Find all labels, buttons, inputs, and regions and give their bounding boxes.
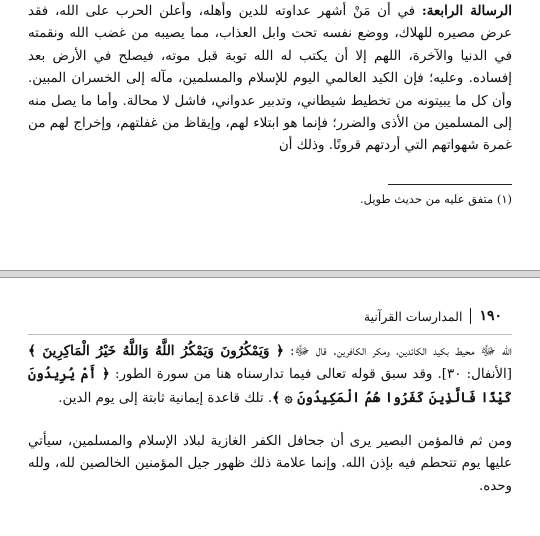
paragraph-lead: الرسالة الرابعة: [421, 3, 512, 19]
paragraph-text: في أن مَنْ أشهر عداوته للدين وأهله، وأعلن الحرب على الله، فقد عرض مصيره للهلاك، ووضع نفسه تحت وابل العذاب، مما يصيبه من غضب الله ونقمته في الدنيا والآخرة، اللهم إلا أن يكتب له الله توبة قبل موته، فيصلح في الأرض بعد إفساده. وعليه؛ فإن الكيد العالمي اليوم للإسلام والمسلمين، مآله إلى الخسران المبين. وأن كل ما يبيتونه من تخطيط شيطاني، وتدبير عدواني، فاشل لا محالة. وأما ما يصل منه إلى المسلمين من الأذى والضرر؛ فإنما هو ابتلاء لهم، وإيقاظ من غفلتهم، وإخراج لهم من غمرة شهواتهم التي أردتهم قرونًا. وذلك أن [28, 4, 512, 154]
body-paragraph-2: ومن ثم فالمؤمن البصير يرى أن جحافل الكفر الغازية لبلاد الإسلام والمسلمين، سيأتي عليها يوم تتحطم فيه بإذن الله. وإنما علامة ذلك ظهور جيل المؤمنين الخالصين لله، ولله وحده. [28, 434, 512, 494]
running-title: المدارسات القرآنية [363, 308, 463, 324]
footnote-rule [388, 184, 512, 185]
quran-quote: ﴿ أَمْ يُرِيدُونَ كَيْدًا فَالَّذِينَ كَفَرُوا هُمُ الْمَكِيدُونَ ۞ ﴾ [28, 366, 512, 406]
text-segment: [الأنفال: ٣٠]. وقد سبق قوله تعالى فيما تدارسناه هنا من سورة الطور: [109, 367, 512, 383]
body-paragraph [28, 0, 512, 158]
page-header [364, 308, 502, 324]
text-segment: الله ﷻ محيط بكيد الكائدين، ومكر الكافرين. قال ﷻ: [283, 344, 512, 359]
page-number: ١٩٠ [479, 308, 502, 324]
quran-quote: ﴿ وَيَمْكُرُونَ وَيَمْكُرُ اللَّهُ وَاللَّهُ خَيْرُ الْمَاكِرِينَ ﴾ [28, 343, 284, 359]
footnote: (١) متفق عليه من حديث طويل. [359, 192, 512, 206]
text-segment: . تلك قاعدة إيمانية ثابتة إلى يوم الدين. [58, 390, 273, 406]
header-rule [28, 334, 512, 335]
body-paragraph-1 [28, 340, 512, 410]
page-separator [0, 270, 540, 278]
header-divider [470, 308, 471, 324]
bottom-page [0, 278, 540, 536]
